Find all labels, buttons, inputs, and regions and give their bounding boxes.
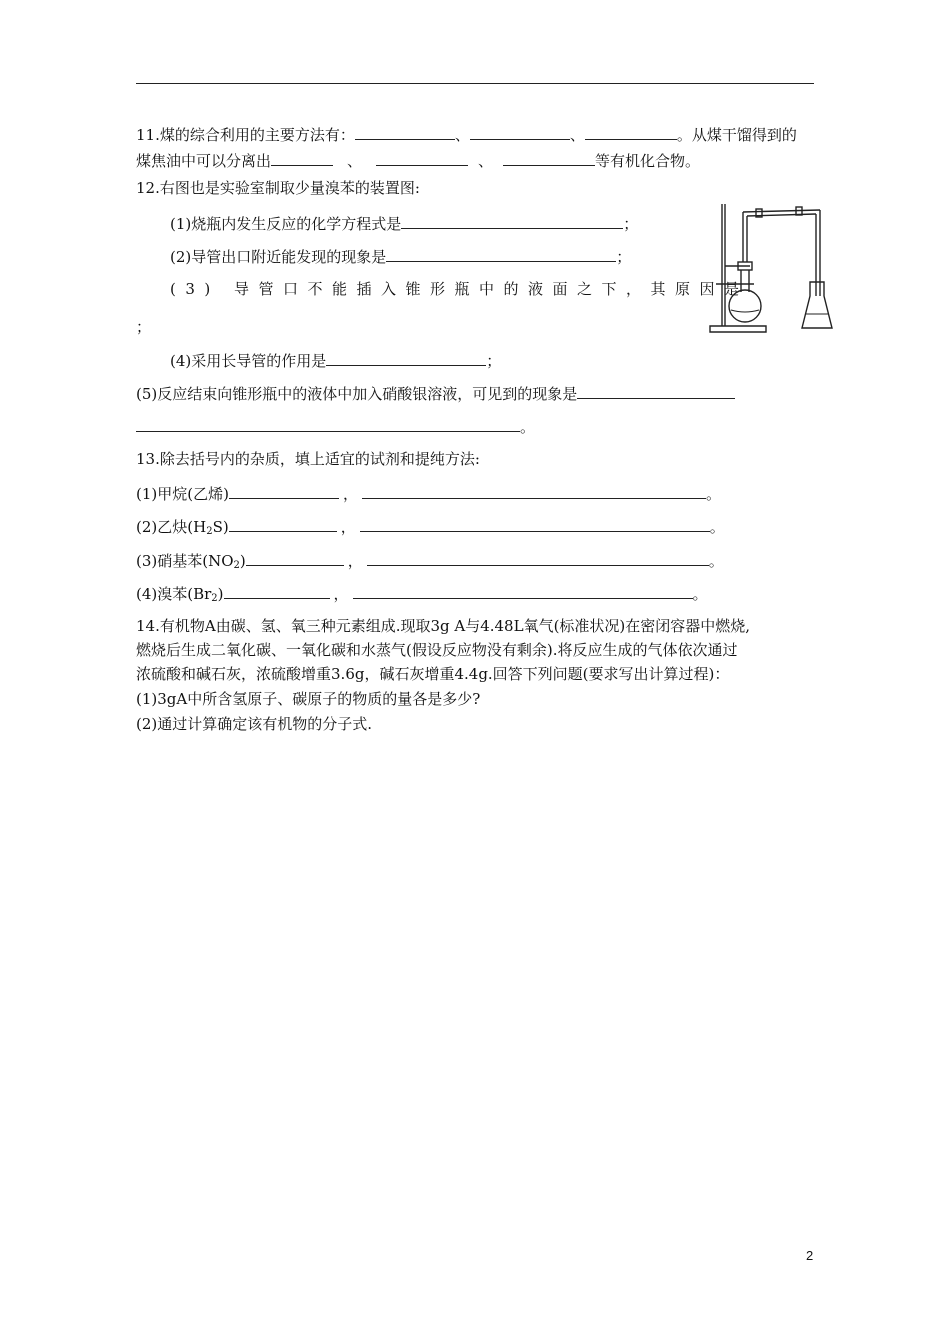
q14-line1: 14.有机物A由碳、氢、氧三种元素组成.现取3g A与4.48L氧气(标准状况)在密闭容器中燃烧,	[136, 617, 751, 635]
q11-line2	[136, 150, 700, 171]
q14-part1: (1)3gA中所含氢原子、碳原子的物质的量各是多少?	[136, 690, 481, 708]
method-blank[interactable]	[360, 516, 710, 532]
q12-part4-text: (4)采用长导管的作用是	[170, 352, 327, 370]
comma: ，	[333, 585, 349, 603]
semicolon: ；	[616, 248, 632, 266]
period: 。	[708, 552, 724, 570]
period: 。	[692, 585, 708, 603]
q11-text2: 煤焦油中可以分离出	[136, 152, 272, 170]
answer-blank[interactable]	[271, 150, 333, 166]
answer-blank[interactable]	[136, 416, 520, 432]
q14-line3: 浓硫酸和碱石灰，浓硫酸增重3.6g，碱石灰增重4.4g.回答下列问题(要求写出计算过程)：	[136, 665, 730, 683]
q12-part5	[136, 383, 735, 404]
answer-blank[interactable]	[386, 246, 616, 262]
q12-part1	[170, 213, 638, 234]
q13-stem: 13.除去括号内的杂质，填上适宜的试剂和提纯方法:	[136, 450, 480, 468]
q12-part3-semicolon: ；	[136, 318, 152, 336]
semicolon: ；	[486, 352, 502, 370]
q14-part2: (2)通过计算确定该有机物的分子式.	[136, 715, 373, 733]
q13-item3	[136, 550, 724, 576]
reagent-blank[interactable]	[229, 516, 337, 532]
answer-blank[interactable]	[401, 213, 623, 229]
q13-item3-label: (3)硝基苯(NO	[136, 552, 234, 570]
q12-part2-text: (2)导管出口附近能发现的现象是	[170, 248, 387, 266]
comma: ，	[340, 518, 356, 536]
subscript: 2	[233, 560, 240, 571]
q13-item4-label-end: )	[217, 585, 224, 603]
separator: 、	[478, 152, 494, 170]
q12-part3: (3) 导管口不能插入锥形瓶中的液面之下，其原因是	[170, 280, 749, 298]
q11-text-tail: 。从煤干馏得到的	[676, 126, 797, 144]
q14-line2: 燃烧后生成二氧化碳、一氧化碳和水蒸气(假设反应物没有剩余).将反应生成的气体依次通过	[136, 641, 738, 659]
separator: 、	[454, 126, 470, 144]
answer-blank[interactable]	[326, 350, 486, 366]
reagent-blank[interactable]	[229, 483, 339, 499]
q11-text: 11.煤的综合利用的主要方法有：	[136, 126, 355, 144]
method-blank[interactable]	[353, 583, 693, 599]
period: 。	[705, 485, 721, 503]
comma: ，	[342, 485, 358, 503]
q11-text2-tail: 等有机化合物。	[595, 152, 701, 170]
q13-item1-label: (1)甲烷(乙烯)	[136, 485, 229, 503]
separator: 、	[569, 126, 585, 144]
answer-blank[interactable]	[470, 124, 570, 140]
q13-item3-label-end: )	[239, 552, 246, 570]
q13-item2-label: (2)乙炔(H	[136, 518, 207, 536]
semicolon: ；	[623, 215, 639, 233]
header-rule	[136, 83, 814, 84]
comma: ，	[347, 552, 363, 570]
q12-part4	[170, 350, 501, 371]
q12-part2	[170, 246, 631, 267]
q12-part5-cont	[136, 416, 535, 437]
q13-item4	[136, 583, 708, 609]
answer-blank[interactable]	[577, 383, 735, 399]
q13-item4-label: (4)溴苯(Br	[136, 585, 212, 603]
period: 。	[709, 518, 725, 536]
q12-part5-text: (5)反应结束向锥形瓶中的液体中加入硝酸银溶液，可见到的现象是	[136, 385, 578, 403]
bromobenzene-apparatus-diagram	[706, 200, 836, 336]
period: 。	[520, 418, 536, 436]
answer-blank[interactable]	[503, 150, 595, 166]
subscript: 2	[211, 593, 218, 604]
q12-part1-text: (1)烧瓶内发生反应的化学方程式是	[170, 215, 402, 233]
answer-blank[interactable]	[376, 150, 468, 166]
q13-item2-label-end: S)	[212, 518, 229, 536]
method-blank[interactable]	[362, 483, 706, 499]
reagent-blank[interactable]	[246, 550, 344, 566]
reagent-blank[interactable]	[224, 583, 330, 599]
method-blank[interactable]	[367, 550, 709, 566]
answer-blank[interactable]	[355, 124, 455, 140]
subscript: 2	[206, 526, 213, 537]
q13-item2	[136, 516, 725, 542]
q12-stem: 12.右图也是实验室制取少量溴苯的装置图:	[136, 179, 420, 197]
q13-item1	[136, 483, 721, 504]
answer-blank[interactable]	[585, 124, 677, 140]
page-number: 2	[806, 1248, 814, 1263]
q11-line1	[136, 124, 797, 145]
separator: 、	[347, 152, 363, 170]
